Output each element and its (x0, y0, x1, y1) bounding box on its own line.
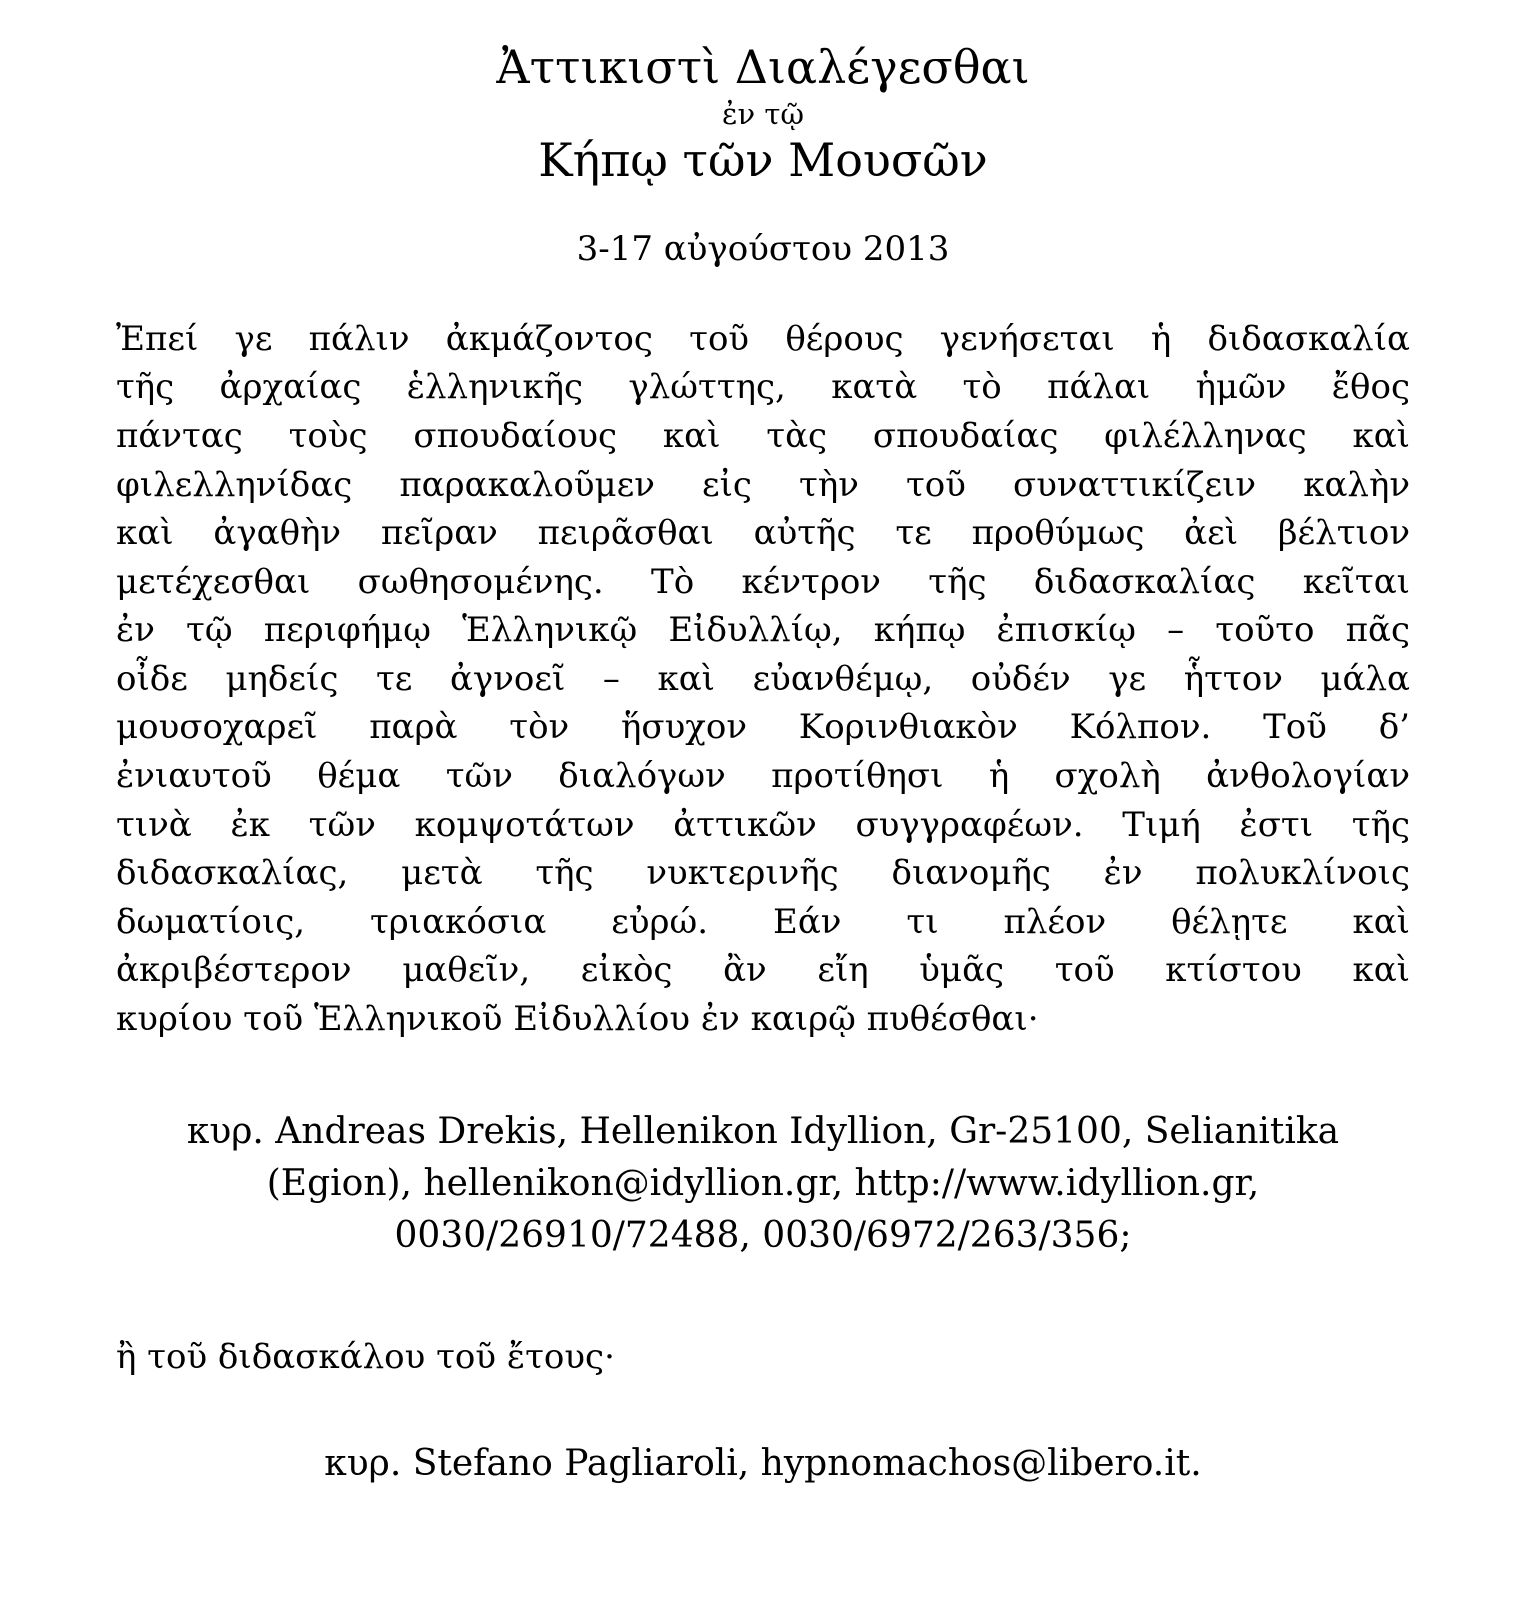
paragraph-line: τινὰ ἐκ τῶν κομψοτάτων ἀττικῶν συγγραφέων. Τιμή ἐστι τῆς (116, 804, 1410, 845)
teacher-intro-line: ἢ τοῦ διδασκάλου τοῦ ἔτους· (116, 1336, 615, 1377)
paragraph-line: καὶ ἀγαθὴν πεῖραν πειρᾶσθαι αὐτῆς τε προθύμως ἀεὶ βέλτιον (116, 513, 1410, 554)
title-subline-en-to: ἐν τῷ (721, 96, 805, 131)
event-date-line: 3-17 αὐγούστου 2013 (576, 228, 950, 269)
organizer-contact-block (116, 1106, 1410, 1262)
paragraph-line: τῆς ἀρχαίας ἑλληνικῆς γλώττης, κατὰ τὸ πάλαι ἡμῶν ἔθος (116, 367, 1410, 408)
title-garden-of-muses: Κήπῳ τῶν Μουσῶν (538, 133, 988, 188)
paragraph-line: πάντας τοὺς σπουδαίους καὶ τὰς σπουδαίας φιλέλληνας καὶ (116, 415, 1410, 456)
document-title: Ἀττικιστὶ Διαλέγεσθαι (496, 40, 1030, 94)
paragraph-line: φιλελληνίδας παρακαλοῦμεν εἰς τὴν τοῦ συναττικίζειν καλὴν (116, 464, 1410, 505)
paragraph-line: οἶδε μηδείς τε ἀγνοεῖ – καὶ εὐανθέμῳ, οὐδέν γε ἧττον μάλα (116, 658, 1410, 699)
organizer-contact-line: (Egion), hellenikon@idyllion.gr, http://www.idyllion.gr, (266, 1162, 1260, 1204)
organizer-contact-line: κυρ. Andreas Drekis, Hellenikon Idyllion, Gr-25100, Selianitika (186, 1110, 1340, 1152)
paragraph-line: κυρίου τοῦ Ἑλληνικοῦ Εἰδυλλίου ἐν καιρῷ πυθέσθαι· (116, 999, 1039, 1040)
paragraph-line: μετέχεσθαι σωθησομένης. Τὸ κέντρον τῆς διδασκαλίας κεῖται (116, 561, 1410, 602)
organizer-contact-line: 0030/26910/72488, 0030/6972/263/356; (394, 1214, 1132, 1256)
paragraph-line: δωματίοις, τριακόσια εὐρώ. Εάν τι πλέον θέλῃτε καὶ (116, 901, 1410, 942)
paragraph-line: ἐνιαυτοῦ θέμα τῶν διαλόγων προτίθησι ἡ σχολὴ ἀνθολογίαν (116, 756, 1410, 797)
paragraph-line: διδασκαλίας, μετὰ τῆς νυκτερινῆς διανομῆς ἐν πολυκλίνοις (116, 853, 1410, 894)
paragraph-line: μουσοχαρεῖ παρὰ τὸν ἥσυχον Κορινθιακὸν Κόλπον. Τοῦ δ’ (116, 707, 1410, 748)
body-paragraph (116, 315, 1410, 1044)
paragraph-line: ἐν τῷ περιφήμῳ Ἑλληνικῷ Εἰδυλλίῳ, κήπῳ ἐπισκίῳ – τοῦτο πᾶς (116, 610, 1410, 651)
paragraph-line: Ἐπεί γε πάλιν ἀκμάζοντος τοῦ θέρους γενήσεται ἡ διδασκαλία (116, 318, 1410, 359)
teacher-contact-line: κυρ. Stefano Pagliaroli, hypnomachos@libero.it. (324, 1442, 1202, 1484)
paragraph-line: ἀκριβέστερον μαθεῖν, εἰκὸς ἂν εἴη ὑμᾶς τοῦ κτίστου καὶ (116, 950, 1410, 991)
